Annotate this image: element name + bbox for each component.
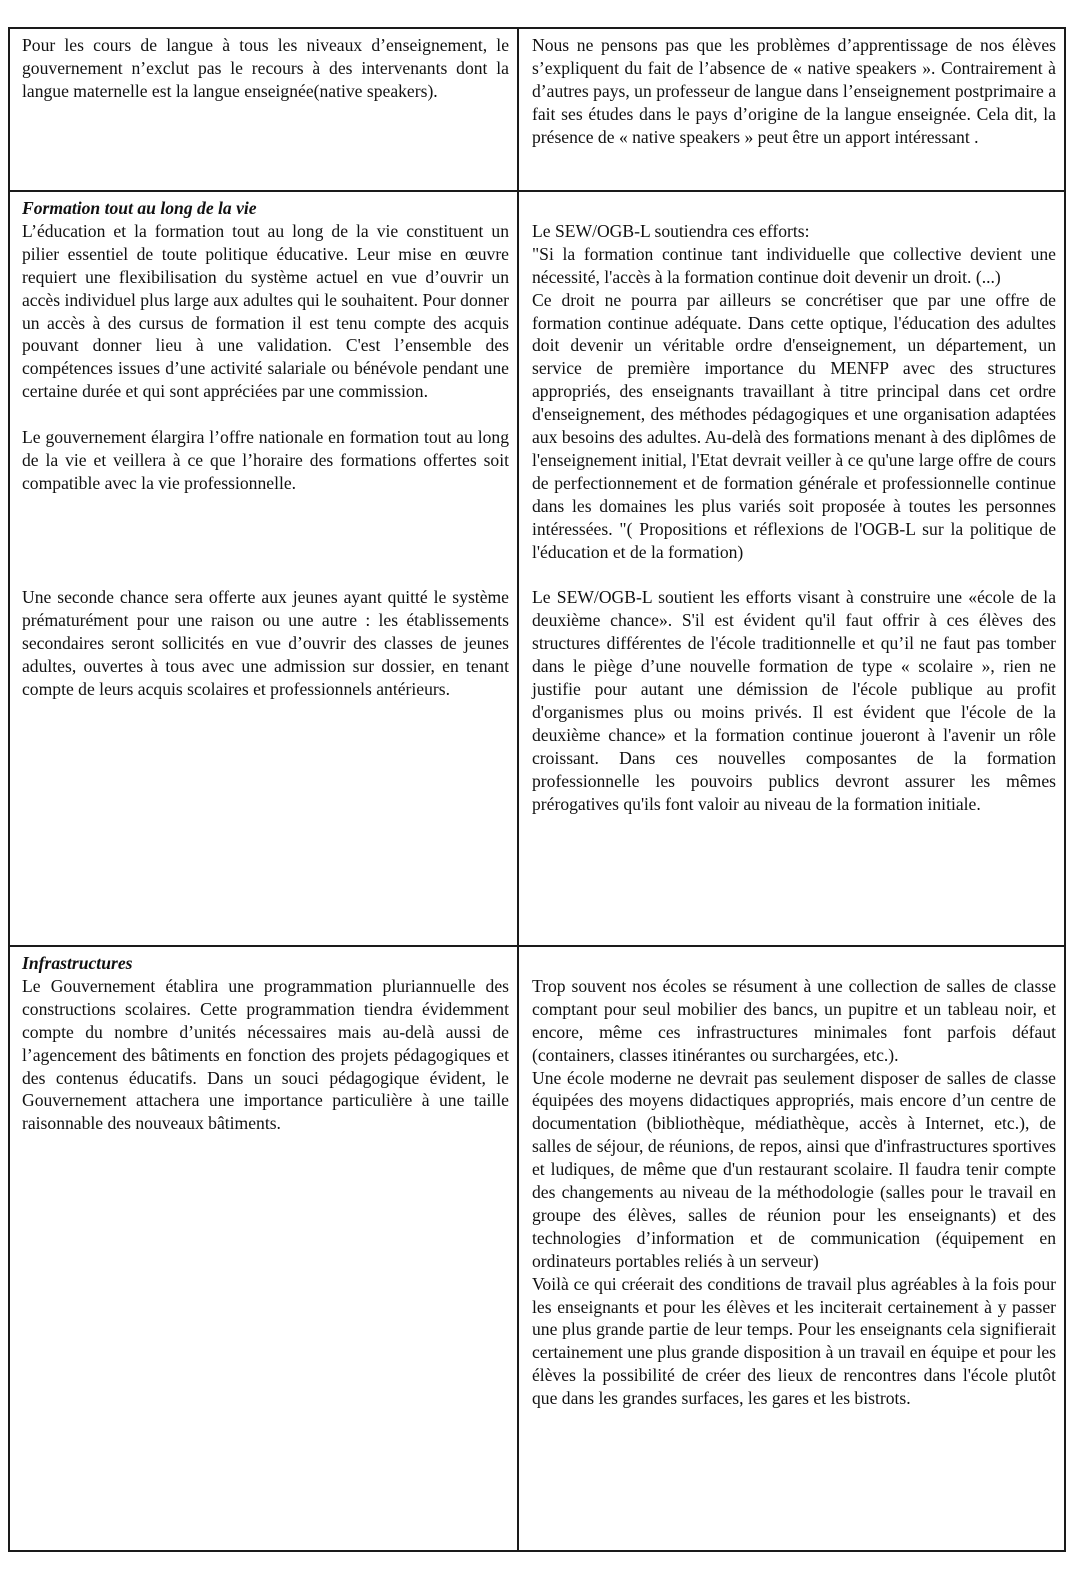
union-response-cell	[518, 946, 1065, 1551]
paragraph: Voilà ce qui créerait des conditions de travail plus agréables à la fois pour les enseignants et pour les élèves et les inciterait certainement à y passer une plus grande partie de leur temps. Pour les enseignants cela signifierait certainement une plus grande disposition à un travail en équipe et pour les élèves la possibilité de créer des lieux de rencontres dans l'école plutôt que dans les grandes surfaces, les gares et les bistrots.	[532, 1273, 1056, 1409]
paragraph: Le SEW/OGB-L soutiendra ces efforts:	[532, 220, 810, 241]
paragraph: Trop souvent nos écoles se résument à une collection de salles de classe comptant pour seul mobilier des bancs, un pupitre et un tableau noir, et encore, même ces infrastructures minimales font parfois défaut (containers, classes itinérantes ou surchargées, etc.).	[532, 975, 1056, 1065]
comparison-table	[8, 27, 1066, 1552]
section-heading: Formation tout au long de la vie	[22, 198, 257, 218]
paragraph: L’éducation et la formation tout au long de la vie constituent un pilier essentiel de toute politique éducative. Leur mise en œuvre requiert une flexibilisation du système actuel en vue d’ouvrir un accès individuel plus large aux adultes qui le souhaitent. Pour donner un accès à des cursus de formation il est tenu compte des acquis pouvant donner lieu à une validation. C'est l’ensemble des compétences issues d’une activité salariale ou bénévole pendant une certaine durée et qui sont appréciées par une commission.	[22, 220, 509, 402]
table-row	[9, 191, 1065, 946]
union-response-cell	[518, 28, 1065, 191]
paragraph-spacer	[22, 403, 509, 426]
paragraph: Ce droit ne pourra par ailleurs se concrétiser que par une offre de formation continue adéquate. Dans cette optique, l'éducation des adultes doit devenir un véritable ordre d'enseignement, un département, un service de première importance du MENFP avec des structures appropriés, des enseignants travaillant à titre principal dans cet ordre d'enseignement, des méthodes pédagogiques et une organisation adaptées aux besoins des adultes. Au-delà des formations menant à des diplômes de l'enseignement initial, l'Etat devrait veiller à ce qu'une large offre de cours de perfectionnement et de formation générale et professionnelle continue dans les domaines les plus variés soit proposée à toutes les personnes intéressées. "( Propositions et réflexions de l'OGB-L sur la politique de l'éducation et de la formation)	[532, 289, 1056, 562]
section-heading: Infrastructures	[22, 953, 133, 973]
government-column-cell	[9, 28, 518, 191]
paragraph: Le Gouvernement établira une programmation pluriannuelle des constructions scolaires. Cette programmation tiendra évidemment compte du nombre d’unités nécessaires mais au-delà aussi de l’agencement des bâtiments en fonction des projets pédagogiques et des contenus éducatifs. Dans un souci pédagogique évident, le Gouvernement attachera une importance particulière à une taille raisonnable des nouveaux bâtiments.	[22, 975, 509, 1134]
paragraph: Nous ne pensons pas que les problèmes d’apprentissage de nos élèves s’expliquent du fait de l’absence de « native speakers ». Contrairement à d’autres pays, un professeur de langue dans l’enseignement postprimaire a fait ses études dans le pays d’origine de la langue enseignée. Cela dit, la présence de « native speakers » peut être un apport intéressant .	[532, 35, 1056, 147]
table-row	[9, 946, 1065, 1551]
paragraph: Le SEW/OGB-L soutient les efforts visant à construire une «école de la deuxième chance». S'il est évident qu'il faut offrir à ces élèves des structures différentes de l'école traditionnelle et qu’il ne faut pas tomber dans le piège d’une nouvelle formation de type « scolaire », rien ne justifie pour autant une démission de l'école publique au profit d'organismes plus ou moins privés. Il est évident que l'école de la deuxième chance» et la formation continue joueront à l'avenir un rôle croissant. Dans ces nouvelles composantes de la formation professionnelle les pouvoirs publics devront assurer les mêmes prérogatives qu'ils font valoir au niveau de la formation initiale.	[532, 587, 1056, 814]
paragraph: Une école moderne ne devrait pas seulement disposer de salles de classe équipées des moyens didactiques appropriés, mais encore d’un centre de documentation (bibliothèque, médiathèque, accès à Internet, etc.), de salles de séjour, de réunions, de repos, ainsi que d'infrastructures sportives et ludiques, de même que d'un restaurant scolaire. Il faudra tenir compte des changements au niveau de la méthodologie (salles pour le travail en groupe des élèves, salles de réunion pour les enseignants) et des technologies d’information et de communication (équipement en ordinateurs portables reliés à un serveur)	[532, 1067, 1056, 1271]
paragraph-spacer	[22, 518, 509, 541]
table-row	[9, 28, 1065, 191]
paragraph-spacer	[532, 952, 1056, 975]
paragraph: Une seconde chance sera offerte aux jeunes ayant quitté le système prématurément pour une raison ou une autre : les établissements secondaires seront sollicités en vue d’ouvrir des classes de jeunes adultes, ouvertes à tous avec une admission sur dossier, en tenant compte de leurs acquis scolaires et professionnels antérieurs.	[22, 587, 509, 699]
paragraph-spacer	[22, 495, 509, 518]
paragraph-spacer	[22, 541, 509, 564]
government-column-cell	[9, 191, 518, 946]
paragraph: Le gouvernement élargira l’offre nationale en formation tout au long de la vie et veillera à ce que l’horaire des formations offertes soit compatible avec la vie professionnelle.	[22, 427, 509, 493]
paragraph-spacer	[532, 563, 1056, 586]
union-response-cell	[518, 191, 1065, 946]
paragraph-spacer	[532, 197, 1056, 220]
paragraph: "Si la formation continue tant individuelle que collective devient une nécessité, l'accès à la formation continue doit devenir un droit. (...)	[532, 243, 1056, 287]
paragraph-spacer	[22, 563, 509, 586]
government-column-cell	[9, 946, 518, 1551]
paragraph: Pour les cours de langue à tous les niveaux d’enseignement, le gouvernement n’exclut pas le recours à des intervenants dont la langue maternelle est la langue enseignée(native speakers).	[22, 35, 509, 101]
